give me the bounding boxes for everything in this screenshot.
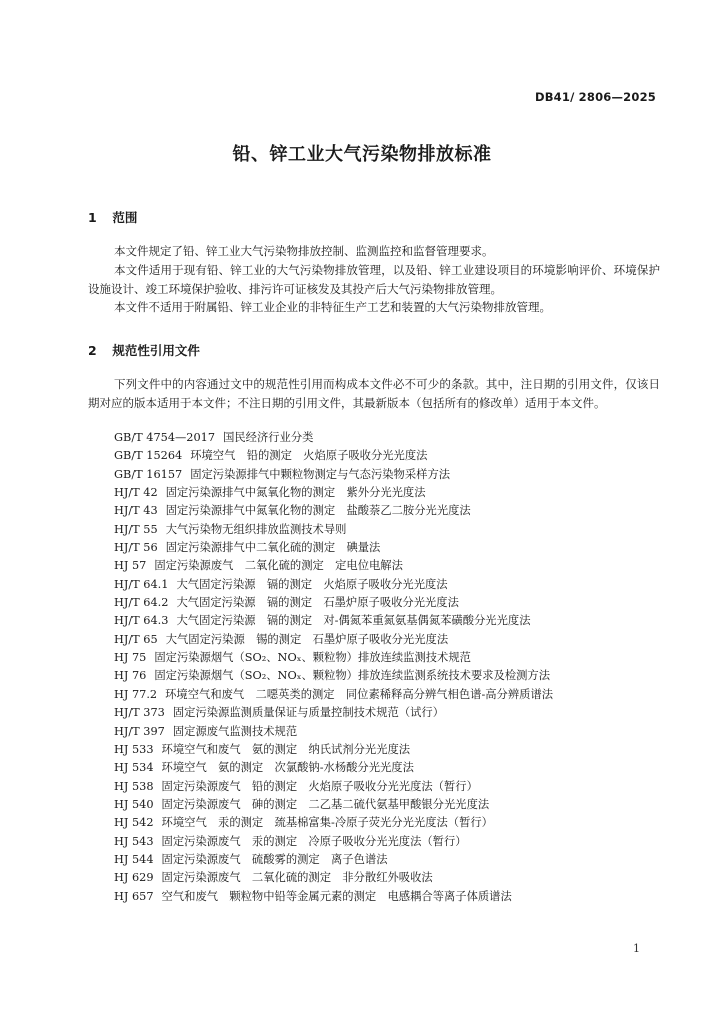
references-intro: 下列文件中的内容通过文中的规范性引用而构成本文件必不可少的条款。其中，注日期的引用文件，仅该日期对应的版本适用于本文件；不注日期的引用文件，其最新版本（包括所有的修改单）适用于本文件。 xyxy=(88,377,660,410)
reference-title: 固定源废气监测技术规范 xyxy=(172,724,298,738)
reference-item xyxy=(114,796,553,814)
reference-item xyxy=(114,888,553,906)
reference-item xyxy=(114,869,553,887)
section-1-title: 范围 xyxy=(112,210,138,225)
reference-item xyxy=(114,631,553,649)
reference-code: HJ 76 xyxy=(114,669,147,683)
reference-item xyxy=(114,686,553,704)
standard-code: DB41/ 2806—2025 xyxy=(534,90,656,104)
reference-title: 固定污染源废气 铅的测定 火焰原子吸收分光光度法（暂行） xyxy=(161,779,478,793)
reference-code: HJ 540 xyxy=(114,797,154,811)
reference-item xyxy=(114,667,553,685)
reference-item xyxy=(114,594,553,612)
reference-title: 固定污染源排气中二氧化硫的测定 碘量法 xyxy=(165,541,381,555)
reference-code: HJ/T 55 xyxy=(114,522,158,536)
reference-code: HJ 544 xyxy=(114,852,154,866)
reference-item xyxy=(114,723,553,741)
section-2-number: 2 xyxy=(88,343,97,358)
reference-title: 固定污染源废气 硫酸雾的测定 离子色谱法 xyxy=(161,852,388,866)
document-title: 铅、锌工业大气污染物排放标准 xyxy=(232,144,492,165)
reference-title: 大气固定污染源 锡的测定 石墨炉原子吸收分光光度法 xyxy=(165,632,449,646)
reference-item xyxy=(114,778,553,796)
reference-code: HJ 657 xyxy=(114,889,154,903)
reference-title: 固定污染源废气 汞的测定 冷原子吸收分光光度法（暂行） xyxy=(161,834,467,848)
reference-code: HJ 538 xyxy=(114,779,154,793)
reference-code: HJ 77.2 xyxy=(114,687,158,701)
reference-title: 固定污染源废气 二氧化硫的测定 非分散红外吸收法 xyxy=(161,871,433,885)
reference-code: HJ 75 xyxy=(114,651,147,665)
reference-item xyxy=(114,466,553,484)
reference-code: HJ 542 xyxy=(114,816,154,830)
section-2-heading xyxy=(88,341,200,359)
reference-item xyxy=(114,484,553,502)
reference-title: 大气固定污染源 镉的测定 火焰原子吸收分光光度法 xyxy=(176,577,448,591)
reference-code: HJ/T 64.3 xyxy=(114,614,169,628)
reference-item xyxy=(114,502,553,520)
reference-code: HJ/T 373 xyxy=(114,706,165,720)
reference-title: 固定污染源排气中氮氧化物的测定 紫外分光光度法 xyxy=(165,486,426,500)
reference-code: HJ 629 xyxy=(114,871,154,885)
reference-title: 大气固定污染源 镉的测定 对-偶氮苯重氮氨基偶氮苯磺酸分光光度法 xyxy=(176,614,531,628)
reference-item xyxy=(114,447,553,465)
reference-item xyxy=(114,851,553,869)
reference-title: 国民经济行业分类 xyxy=(223,431,314,444)
reference-title: 环境空气和废气 二噁英类的测定 同位素稀释高分辨气相色谱-高分辨质谱法 xyxy=(165,687,554,701)
reference-code: HJ/T 65 xyxy=(114,632,158,646)
reference-code: GB/T 15264 xyxy=(114,449,183,463)
reference-list xyxy=(114,429,553,906)
page-number: 1 xyxy=(633,942,640,955)
reference-code: HJ/T 43 xyxy=(114,504,158,518)
section-2-title: 规范性引用文件 xyxy=(112,343,200,358)
reference-item xyxy=(114,814,553,832)
section-1-heading xyxy=(88,208,137,226)
reference-code: HJ/T 56 xyxy=(114,541,158,555)
reference-title: 固定污染源废气 砷的测定 二乙基二硫代氨基甲酸银分光光度法 xyxy=(161,797,490,811)
scope-paragraph-1: 本文件规定了铅、锌工业大气污染物排放控制、监测监控和监督管理要求。 xyxy=(114,244,494,258)
scope-paragraph-3: 本文件不适用于附属铅、锌工业企业的非特征生产工艺和装置的大气污染物排放管理。 xyxy=(114,300,551,314)
section-1-number: 1 xyxy=(88,210,97,225)
reference-code: HJ/T 64.1 xyxy=(114,577,169,591)
reference-title: 固定污染源烟气（SO₂、NOₓ、颗粒物）排放连续监测技术规范 xyxy=(154,651,471,665)
reference-code: HJ/T 397 xyxy=(114,724,165,738)
reference-title: 固定污染源排气中颗粒物测定与气态污染物采样方法 xyxy=(190,467,451,481)
reference-item xyxy=(114,741,553,759)
reference-item xyxy=(114,704,553,722)
reference-title: 环境空气和废气 氨的测定 纳氏试剂分光光度法 xyxy=(161,742,411,756)
reference-item xyxy=(114,429,553,447)
reference-item xyxy=(114,649,553,667)
reference-item xyxy=(114,612,553,630)
reference-code: GB/T 16157 xyxy=(114,467,183,481)
reference-code: HJ 534 xyxy=(114,761,154,775)
reference-title: 固定污染源烟气（SO₂、NOₓ、颗粒物）排放连续监测系统技术要求及检测方法 xyxy=(154,669,551,683)
reference-item xyxy=(114,759,553,777)
reference-item xyxy=(114,833,553,851)
reference-code: HJ 533 xyxy=(114,742,154,756)
reference-item xyxy=(114,576,553,594)
reference-title: 固定污染源监测质量保证与质量控制技术规范（试行） xyxy=(172,706,445,720)
reference-title: 固定污染源废气 二氧化硫的测定 定电位电解法 xyxy=(154,559,403,573)
reference-code: HJ/T 64.2 xyxy=(114,596,169,610)
reference-title: 环境空气 汞的测定 巯基棉富集-冷原子荧光分光光度法（暂行） xyxy=(161,816,493,830)
reference-title: 固定污染源排气中氮氧化物的测定 盐酸萘乙二胺分光光度法 xyxy=(165,504,471,518)
reference-title: 大气固定污染源 镉的测定 石墨炉原子吸收分光光度法 xyxy=(176,596,459,610)
reference-item xyxy=(114,539,553,557)
reference-title: 环境空气 氨的测定 次氯酸钠-水杨酸分光光度法 xyxy=(161,761,414,775)
reference-code: HJ/T 42 xyxy=(114,486,158,500)
reference-item xyxy=(114,521,553,539)
reference-code: HJ 543 xyxy=(114,834,154,848)
reference-title: 环境空气 铅的测定 火焰原子吸收分光光度法 xyxy=(190,449,428,463)
scope-paragraph-2: 本文件适用于现有铅、锌工业的大气污染物排放管理，以及铅、锌工业建设项目的环境影响评价、环境保护设施设计、竣工环境保护验收、排污许可证核发及其投产后大气污染物排放管理。 xyxy=(88,263,660,296)
reference-title: 大气污染物无组织排放监测技术导则 xyxy=(165,522,347,536)
reference-code: GB/T 4754—2017 xyxy=(114,431,216,444)
reference-code: HJ 57 xyxy=(114,559,147,573)
reference-item xyxy=(114,557,553,575)
reference-title: 空气和废气 颗粒物中铅等金属元素的测定 电感耦合等离子体质谱法 xyxy=(161,889,512,903)
